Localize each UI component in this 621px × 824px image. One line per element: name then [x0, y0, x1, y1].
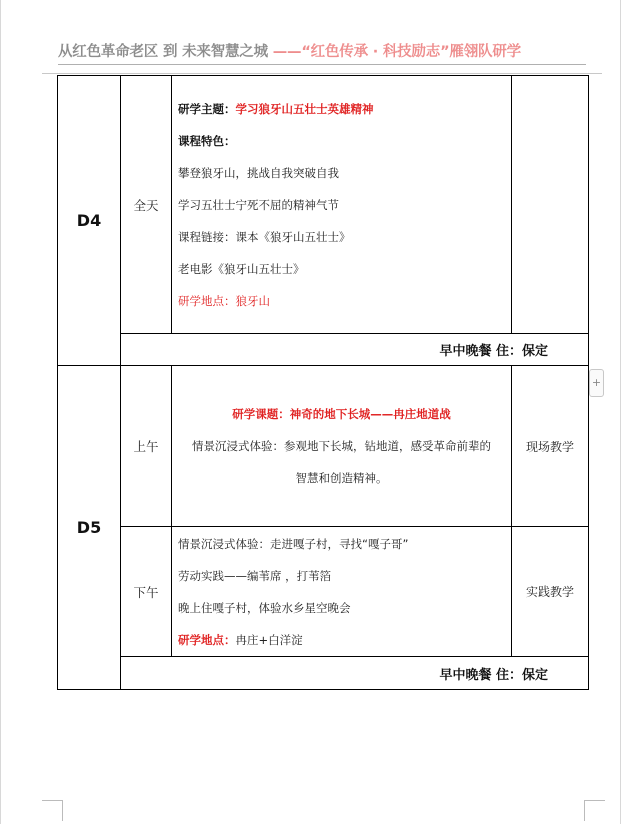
d5-pm-place: 冉庄+白洋淀 [235, 632, 303, 647]
day-cell-d4: D4 [58, 76, 121, 366]
topic-text: 学习狼牙山五壮士英雄精神 [235, 101, 374, 116]
table-row-d4-meal [58, 334, 589, 366]
table-row-d4 [58, 76, 589, 334]
table-row-d5-meal [58, 657, 589, 690]
type-cell-d5-am: 现场教学 [512, 366, 589, 527]
time-cell-d5-pm: 下午 [121, 527, 172, 657]
d5-pm-line-1: 情景沉浸式体验：走进嘎子村，寻找“嘎子哥” [178, 536, 409, 551]
d4-place: 研学地点：狼牙山 [178, 293, 270, 308]
page-corner-mark-left [42, 800, 63, 821]
topic-label: 研学主题： [178, 101, 236, 116]
d4-line-2: 学习五壮士宁死不屈的精神气节 [178, 197, 339, 212]
d5-pm-place-label: 研学地点： [178, 632, 236, 647]
day-cell-d5: D5 [58, 366, 121, 690]
meal-cell-d5: 早中晚餐 住：保定 [121, 657, 589, 690]
d5-pm-line-3: 晚上住嘎子村，体验水乡星空晚会 [178, 600, 351, 615]
d4-line-4: 老电影《狼牙山五壮士》 [178, 261, 305, 276]
content-cell-d5-pm [172, 527, 512, 657]
page-left-edge [0, 0, 1, 824]
header-underline [58, 64, 586, 65]
d4-line-1: 攀登狼牙山，挑战自我突破自我 [178, 165, 339, 180]
add-row-button[interactable]: + [589, 369, 604, 397]
page-corner-mark-right [584, 800, 605, 821]
d5-am-desc-1: 情景沉浸式体验：参观地下长城，钻地道，感受革命前辈的 [192, 439, 491, 453]
table-row-d5-pm [58, 527, 589, 657]
content-cell-d4 [172, 76, 512, 334]
d5-am-topic: 研学课题：神奇的地下长城——冉庄地道战 [232, 407, 451, 421]
header-divider [42, 73, 602, 74]
time-cell-d4: 全天 [121, 76, 172, 334]
type-cell-d4 [512, 76, 589, 334]
schedule-table [57, 75, 589, 690]
features-label: 课程特色： [178, 133, 236, 148]
header-title-part2: ——“红色传承 · 科技励志”雁翎队研学 [272, 44, 521, 60]
type-cell-d5-pm: 实践教学 [512, 527, 589, 657]
time-cell-d5-am: 上午 [121, 366, 172, 527]
d5-pm-line-2: 劳动实践——编苇席 ，打苇箔 [178, 568, 332, 583]
header-title-part1: 从红色革命老区 到 未来智慧之城 [58, 44, 273, 60]
table-row-d5-am [58, 366, 589, 527]
document-header [58, 40, 598, 62]
meal-cell-d4: 早中晚餐 住：保定 [121, 334, 589, 366]
content-cell-d5-am [172, 366, 512, 527]
d4-line-3: 课程链接：课本《狼牙山五壮士》 [178, 229, 351, 244]
d5-am-desc-2: 智慧和创造精神。 [295, 471, 388, 485]
